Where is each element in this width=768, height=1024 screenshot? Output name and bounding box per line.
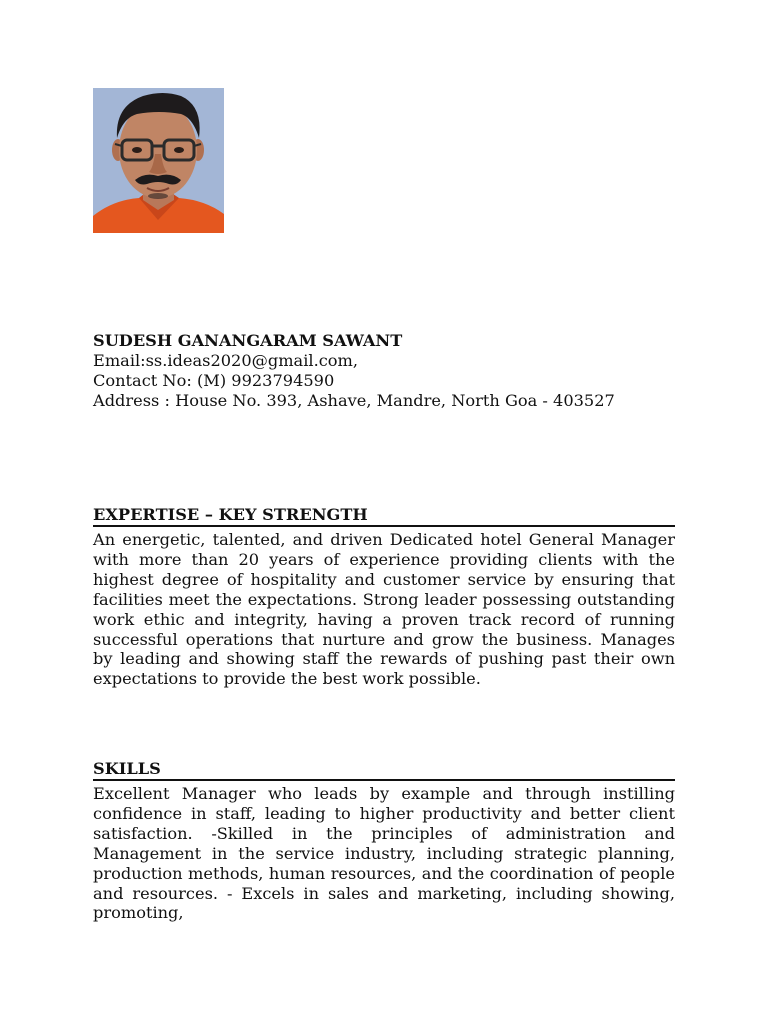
candidate-name: SUDESH GANANGARAM SAWANT [93, 331, 403, 350]
expertise-heading: EXPERTISE – KEY STRENGTH [93, 505, 675, 527]
contact-number-line: Contact No: (M) 9923794590 [93, 370, 335, 390]
address-line: Address : House No. 393, Ashave, Mandre, North Goa - 403527 [93, 390, 615, 410]
email-line: Email:ss.ideas2020@gmail.com, [93, 350, 359, 370]
skills-paragraph: Excellent Manager who leads by example and through instilling confidence in staff, leading to higher productivity and better client satisfaction. -Skilled in the principles of administration and Management in the service industry, including strategic planning, production methods, human resources, and the coordination of people and resources. - Excels in sales and marketing, including showing, promoting, [93, 784, 675, 923]
expertise-paragraph: An energetic, talented, and driven Dedicated hotel General Manager with more than 20 years of experience providing clients with the highest degree of hospitality and customer service by ensuring that facilities meet the expectations. Strong leader possessing outstanding work ethic and integrity, having a proven track record of running successful operations that nurture and grow the business. Manages by leading and showing staff the rewards of pushing past their own expectations to provide the best work possible. [93, 530, 675, 689]
contact-block [93, 331, 675, 411]
profile-photo [93, 88, 224, 233]
skills-section [93, 759, 675, 923]
skills-heading: SKILLS [93, 759, 675, 781]
expertise-section [93, 505, 675, 689]
